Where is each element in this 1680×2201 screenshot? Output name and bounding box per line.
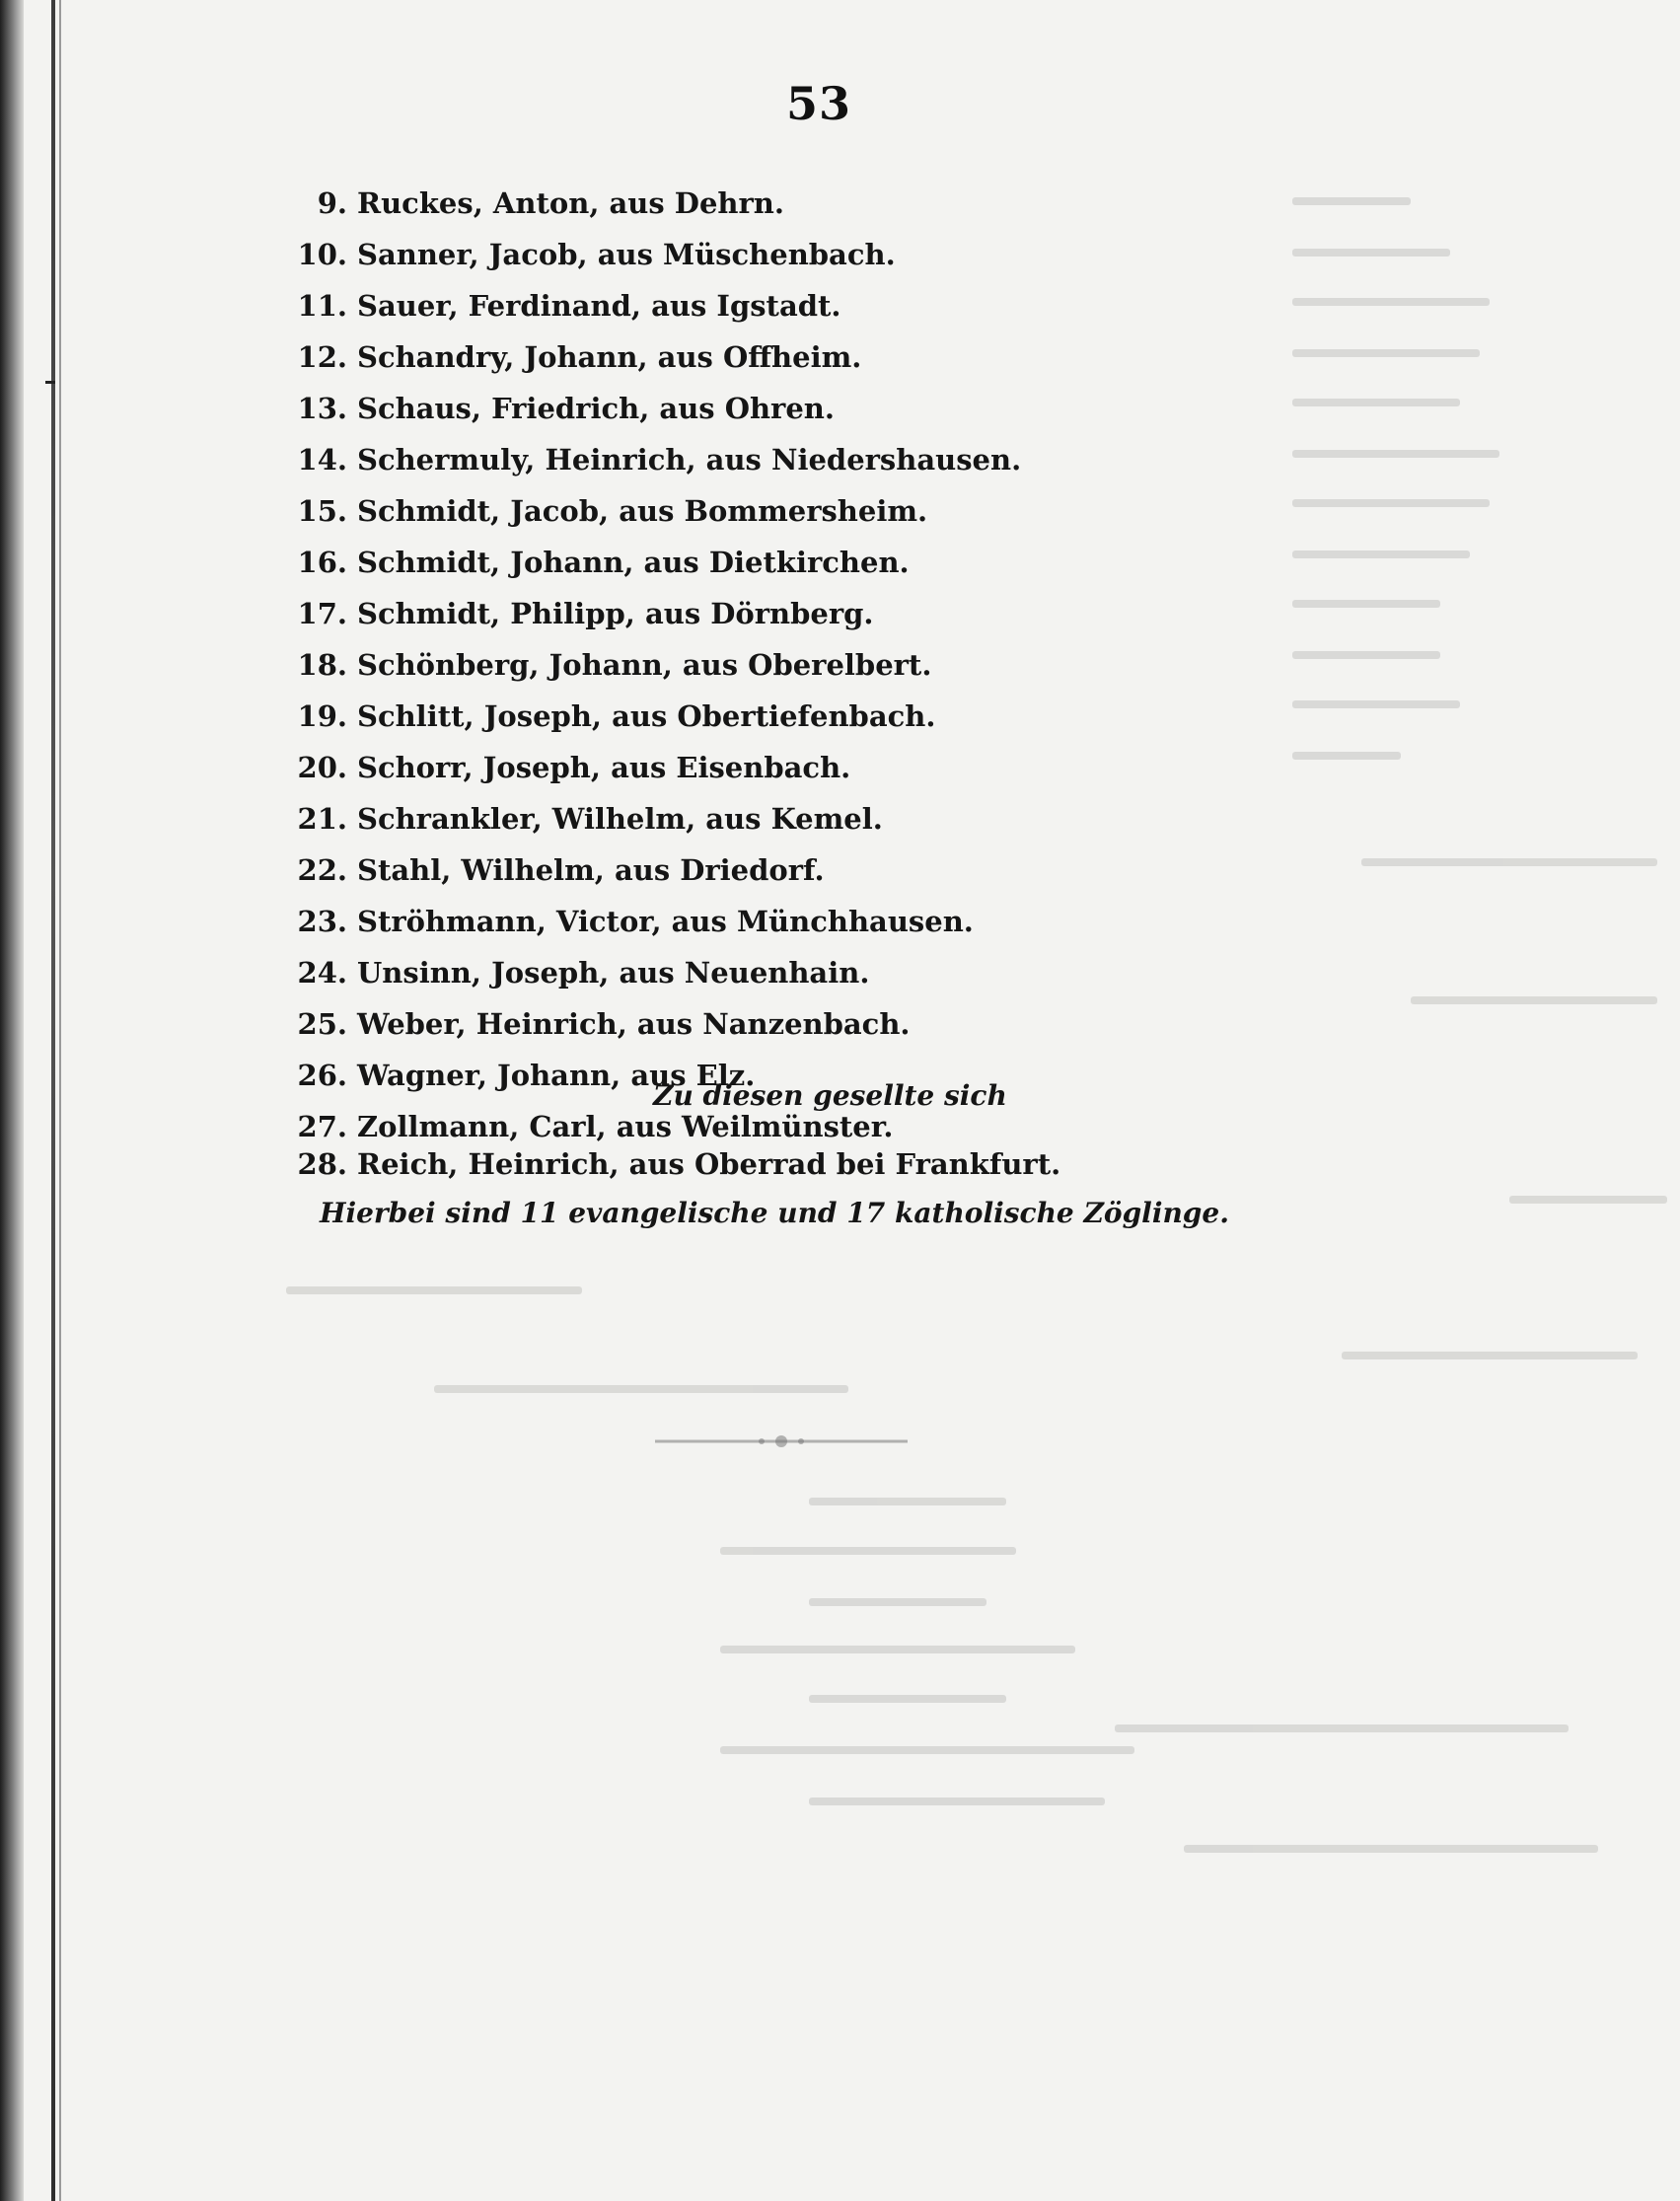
entry-text: Schmidt, Johann, aus Dietkirchen. xyxy=(357,546,910,579)
entry-text: Sanner, Jacob, aus Müschenbach. xyxy=(357,238,896,271)
entry-text: Schandry, Johann, aus Offheim. xyxy=(357,340,862,374)
list-item xyxy=(237,485,1223,537)
list-item xyxy=(237,537,1223,588)
entry-text: Schönberg, Johann, aus Oberelbert. xyxy=(357,648,932,682)
entry-text: Schaus, Friedrich, aus Ohren. xyxy=(357,392,835,425)
entry-number: 18. xyxy=(297,648,347,682)
entry-number: 14. xyxy=(297,443,347,477)
list-item xyxy=(237,588,1223,639)
entry-text: Schrankler, Wilhelm, aus Kemel. xyxy=(357,802,883,836)
entry-text: Schlitt, Joseph, aus Obertiefenbach. xyxy=(357,699,936,733)
entry-text: Schmidt, Philipp, aus Dörnberg. xyxy=(357,597,874,630)
entry-number: 17. xyxy=(297,597,347,630)
entry-number: 20. xyxy=(297,751,347,784)
entry-number: 28. xyxy=(297,1147,347,1181)
list-item xyxy=(237,793,1223,844)
entry-text: Schorr, Joseph, aus Eisenbach. xyxy=(357,751,851,784)
entry-number: 12. xyxy=(297,340,347,374)
gutter-shadow xyxy=(0,0,24,2201)
list-item xyxy=(237,229,1223,280)
entry-number: 23. xyxy=(297,905,347,938)
list-item-supplement xyxy=(237,1138,1060,1190)
entry-number: 22. xyxy=(297,853,347,887)
page-number: 53 xyxy=(785,77,851,130)
entry-number: 27. xyxy=(297,1110,347,1143)
entry-number: 21. xyxy=(297,802,347,836)
entry-number: 25. xyxy=(297,1007,347,1041)
list-item xyxy=(237,639,1223,691)
ornament-divider-icon xyxy=(653,1427,910,1456)
list-item xyxy=(237,331,1223,383)
pupil-list xyxy=(237,178,1223,1152)
entry-text: Sauer, Ferdinand, aus Igstadt. xyxy=(357,289,841,323)
entry-number: 15. xyxy=(297,494,347,528)
entry-number: 16. xyxy=(297,546,347,579)
list-item xyxy=(237,742,1223,793)
entry-text: Ströhmann, Victor, aus Münchhausen. xyxy=(357,905,974,938)
entry-number: 9. xyxy=(317,186,347,220)
entry-number: 10. xyxy=(297,238,347,271)
entry-number: 24. xyxy=(297,956,347,990)
list-item xyxy=(237,178,1223,229)
list-item xyxy=(237,947,1223,998)
supplement-heading: Zu diesen gesellte sich xyxy=(653,1079,1007,1112)
entry-text: Reich, Heinrich, aus Oberrad bei Frankfurt. xyxy=(357,1147,1061,1181)
entry-number: 19. xyxy=(297,699,347,733)
list-item xyxy=(237,691,1223,742)
summary-line: Hierbei sind 11 evangelische und 17 katholische Zöglinge. xyxy=(320,1197,1229,1229)
entry-text: Unsinn, Joseph, aus Neuenhain. xyxy=(357,956,870,990)
entry-number: 26. xyxy=(297,1059,347,1092)
entry-text: Stahl, Wilhelm, aus Driedorf. xyxy=(357,853,825,887)
list-item xyxy=(237,896,1223,947)
list-item xyxy=(237,434,1223,485)
entry-text: Ruckes, Anton, aus Dehrn. xyxy=(357,186,784,220)
entry-text: Schermuly, Heinrich, aus Niedershausen. xyxy=(357,443,1022,477)
entry-text: Wagner, Johann, aus Elz. xyxy=(357,1059,756,1092)
entry-number: 11. xyxy=(297,289,347,323)
entry-text: Weber, Heinrich, aus Nanzenbach. xyxy=(357,1007,911,1041)
entry-text: Schmidt, Jacob, aus Bommersheim. xyxy=(357,494,928,528)
margin-mark xyxy=(45,381,55,384)
entry-text: Zollmann, Carl, aus Weilmünster. xyxy=(357,1110,894,1143)
gutter-edge xyxy=(59,0,61,2201)
list-item xyxy=(237,844,1223,896)
list-item xyxy=(237,998,1223,1050)
list-item xyxy=(237,383,1223,434)
gutter-line xyxy=(51,0,55,2201)
list-item xyxy=(237,280,1223,331)
entry-number: 13. xyxy=(297,392,347,425)
